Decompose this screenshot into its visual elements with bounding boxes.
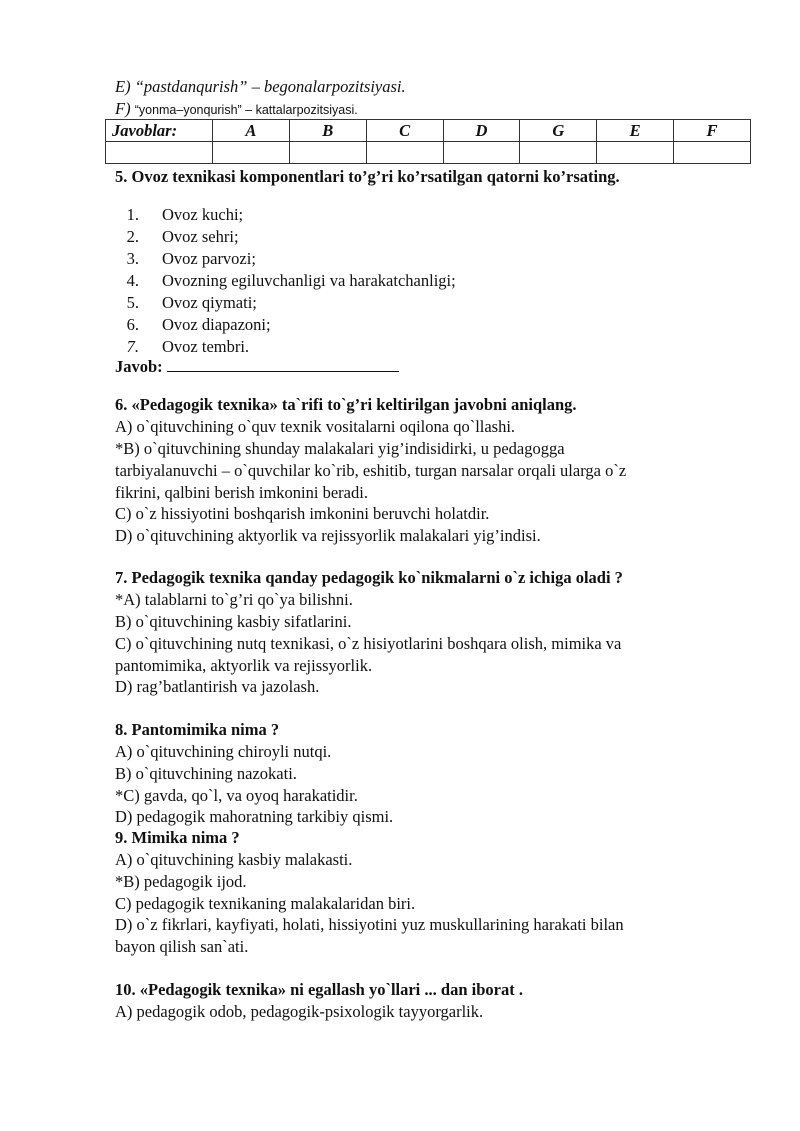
question-6-line: *B) o`qituvchining shunday malakalari yig’indisidirki, u pedagogga — [115, 439, 565, 458]
option-f-text: “yonma–yonqurish” – kattalarpozitsiyasi. — [134, 103, 358, 117]
answer-table — [105, 119, 751, 164]
answer-table-empty-cell — [106, 142, 213, 164]
option-f — [115, 98, 358, 121]
answer-table-header: A — [213, 120, 290, 142]
question-9-line: D) o`z fikrlari, kayfiyati, holati, hissiyotini yuz muskullarining harakati bilan — [115, 915, 624, 934]
question-8-line: *C) gavda, qo`l, va oyoq harakatidir. — [115, 786, 358, 805]
question-10-title: 10. «Pedagogik texnika» ni egallash yo`llari ... dan iborat . — [115, 980, 523, 999]
question-9-line: *B) pedagogik ijod. — [115, 872, 247, 891]
question-5-title: 5. Ovoz texnikasi komponentlari to’g’ri ko’rsatilgan qatorni ko’rsating. — [115, 167, 620, 186]
list-item: 7. Ovoz tembri. — [126, 337, 250, 356]
answer-table-header: B — [289, 120, 366, 142]
option-e-letter: E) — [115, 77, 131, 96]
question-6-line: D) o`qituvchining aktyorlik va rejissyorlik malakalari yig’indisi. — [115, 526, 541, 545]
question-6-line: tarbiyalanuvchi – o`quvchilar ko`rib, eshitib, turgan narsalar orqali ularga o`z — [115, 461, 627, 480]
question-9-line: C) pedagogik texnikaning malakalaridan biri. — [115, 894, 416, 913]
question-6-line: A) o`qituvchining o`quv texnik vositalarni oqilona qo`llashi. — [115, 417, 516, 436]
question-5-answer — [115, 356, 399, 378]
answer-cell-f[interactable] — [674, 142, 751, 164]
question-9-title: 9. Mimika nima ? — [115, 828, 240, 847]
answer-table-input-row — [106, 142, 751, 164]
list-item: 3. Ovoz parvozi; — [126, 249, 256, 268]
question-7-line: pantomimika, aktyorlik va rejissyorlik. — [115, 656, 373, 675]
answer-table-header: D — [443, 120, 520, 142]
question-8-line: A) o`qituvchining chiroyli nutqi. — [115, 742, 332, 761]
question-7-line: B) o`qituvchining kasbiy sifatlarini. — [115, 612, 352, 631]
question-8-line: D) pedagogik mahoratning tarkibiy qismi. — [115, 807, 394, 826]
option-f-letter: F) — [115, 99, 131, 118]
answer-blank[interactable] — [167, 357, 399, 372]
answer-cell-c[interactable] — [366, 142, 443, 164]
answer-table-header: C — [366, 120, 443, 142]
answer-cell-e[interactable] — [597, 142, 674, 164]
question-7-title: 7. Pedagogik texnika qanday pedagogik ko`nikmalarni o`z ichiga oladi ? — [115, 568, 623, 587]
question-10-line: A) pedagogik odob, pedagogik-psixologik tayyorgarlik. — [115, 1002, 484, 1021]
option-e-text: “pastdanqurish” – begonalarpozitsiyasi. — [134, 77, 406, 96]
list-item: 5. Ovoz qiymati; — [126, 293, 257, 312]
answer-cell-g[interactable] — [520, 142, 597, 164]
question-7-line: D) rag’batlantirish va jazolash. — [115, 677, 320, 696]
question-5-list — [115, 204, 456, 358]
answer-cell-b[interactable] — [289, 142, 366, 164]
question-9-line: bayon qilish san`ati. — [115, 937, 249, 956]
answer-table-header: F — [674, 120, 751, 142]
question-7-line: *A) talablarni to`g’ri qo`ya bilishni. — [115, 590, 353, 609]
list-item: 1. Ovoz kuchi; — [126, 205, 244, 224]
question-6-line: C) o`z hissiyotini boshqarish imkonini beruvchi holatdir. — [115, 504, 490, 523]
answer-table-label: Javoblar: — [106, 120, 213, 142]
list-item: 4. Ovozning egiluvchanligi va harakatchanligi; — [126, 271, 456, 290]
question-6-title: 6. «Pedagogik texnika» ta`rifi to`g’ri keltirilgan javobni aniqlang. — [115, 395, 577, 414]
answer-table-header: G — [520, 120, 597, 142]
list-item: 2. Ovoz sehri; — [126, 227, 239, 246]
answer-cell-d[interactable] — [443, 142, 520, 164]
list-item: 6. Ovoz diapazoni; — [126, 315, 271, 334]
question-7-line: C) o`qituvchining nutq texnikasi, o`z hisiyotlarini boshqara olish, mimika va — [115, 634, 622, 653]
question-8-title: 8. Pantomimika nima ? — [115, 720, 280, 739]
answer-cell-a[interactable] — [213, 142, 290, 164]
question-9-line: A) o`qituvchining kasbiy malakasti. — [115, 850, 353, 869]
answer-table-header: E — [597, 120, 674, 142]
question-6-line: fikrini, qalbini berish imkonini beradi. — [115, 483, 368, 502]
option-e — [115, 76, 406, 98]
answer-table-header-row — [106, 120, 751, 142]
answer-label: Javob: — [115, 357, 163, 376]
question-8-line: B) o`qituvchining nazokati. — [115, 764, 297, 783]
